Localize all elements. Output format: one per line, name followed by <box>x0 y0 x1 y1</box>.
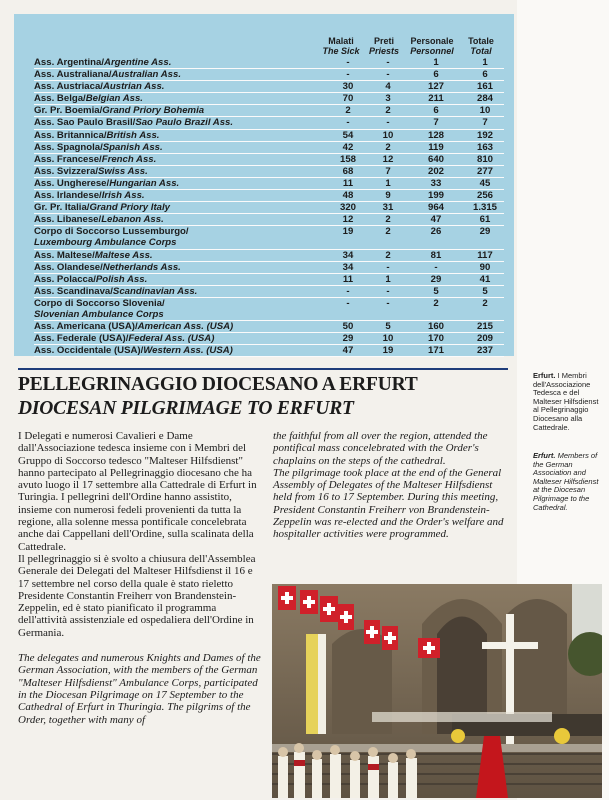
row-label-english: Netherlands Ass. <box>102 261 181 273</box>
row-label-english: Grand Priory Bohemia <box>102 105 205 117</box>
value-personnel: 47 <box>430 214 442 226</box>
value-sick: 19 <box>342 226 354 238</box>
row-label-italian: Ass. Austriaca/ <box>34 81 103 93</box>
value-total: 1 <box>482 57 488 68</box>
row-label-english: Irish Ass. <box>101 190 145 202</box>
value-priests: 19 <box>382 345 394 357</box>
row-label-italian: Ass. Ungherese/ <box>34 177 110 189</box>
value-priests: 1 <box>385 273 391 285</box>
article-title-english: DIOCESAN PILGRIMAGE TO ERFURT <box>18 398 354 419</box>
row-label <box>34 214 334 225</box>
row-label-italian: Gr. Pr. Boemia/ <box>34 105 103 117</box>
value-personnel: 2 <box>433 297 439 309</box>
row-label <box>34 250 334 261</box>
value-personnel: 7 <box>433 117 439 129</box>
row-label <box>34 298 334 320</box>
value-priests: 4 <box>385 81 391 93</box>
row-label-english: French Ass. <box>101 153 157 165</box>
table-row <box>34 345 504 357</box>
row-label-italian: Ass. Australiana/ <box>34 69 112 81</box>
value-sick: 48 <box>342 190 354 202</box>
row-label <box>34 142 334 153</box>
row-label <box>34 57 334 68</box>
value-personnel: 202 <box>427 165 444 177</box>
value-personnel: 170 <box>427 333 444 345</box>
article-right-column <box>273 430 513 541</box>
row-label-italian: Ass. Americana (USA)/ <box>34 321 138 333</box>
value-sick: 30 <box>342 81 354 93</box>
table-row <box>34 274 504 286</box>
value-personnel: 160 <box>427 321 444 333</box>
value-total: 29 <box>479 226 491 238</box>
value-priests: 2 <box>385 105 391 117</box>
row-label-italian: Ass. Sao Paulo Brasil/ <box>34 117 136 129</box>
row-label-english: Western Ass. (USA) <box>143 345 233 357</box>
row-label-italian: Ass. Spagnola/ <box>34 141 103 153</box>
row-label <box>34 274 334 285</box>
paragraph-italian-2: Il pellegrinaggio si è svolto a chiusura dell'Assemblea Generale dei Delegati del Malteser Hilfsdienst il 16 e 17 settembre nel corso della quale è stato rieletto Presidente Constantin Freiherr von Brandenstein-Zeppelin, ed è stato pianificato il programma dell'attività assistenziale ed ospedaliera dell'Ordine in Germania. <box>18 552 256 639</box>
row-label-italian: Corpo di Soccorso Slovenia/ <box>34 297 165 309</box>
value-personnel: 199 <box>427 190 444 202</box>
table-row <box>34 57 504 69</box>
row-label-italian: Ass. Scandinava/ <box>34 285 113 297</box>
value-personnel: 6 <box>433 105 439 117</box>
value-sick: - <box>346 285 350 297</box>
row-label <box>34 117 334 128</box>
row-label <box>34 226 334 248</box>
table-body <box>34 57 504 357</box>
col-header-total: Totale Total <box>468 36 494 56</box>
row-label <box>34 93 334 104</box>
row-label <box>34 178 334 189</box>
value-sick: 34 <box>342 249 354 261</box>
value-sick: 34 <box>342 261 354 273</box>
value-sick: 54 <box>342 129 354 141</box>
row-label <box>34 321 334 332</box>
row-label-italian: Ass. Libanese/ <box>34 214 102 226</box>
value-sick: 50 <box>342 321 354 333</box>
row-label-italian: Ass. Irlandese/ <box>34 190 102 202</box>
value-sick: 42 <box>342 141 354 153</box>
value-sick: - <box>346 69 350 81</box>
row-label-italian: Ass. Argentina/ <box>34 57 105 68</box>
value-total: 5 <box>482 285 488 297</box>
row-label-italian: Gr. Pr. Italia/ <box>34 202 90 214</box>
table-row <box>34 178 504 190</box>
value-sick: 11 <box>342 273 354 285</box>
value-priests: 12 <box>382 153 394 165</box>
value-total: 209 <box>476 333 493 345</box>
value-total: 215 <box>476 321 493 333</box>
value-sick: 29 <box>342 333 354 345</box>
table-row <box>34 105 504 117</box>
paragraph-italian-1: I Delegati e numerosi Cavalieri e Dame dall'Associazione tedesca insieme con i Membri del Gruppo di Soccorso tedesco "Malteser Hilfsdienst" hanno partecipato al Pellegrinaggio diocesano che ha avuto luogo il 17 settembre alla Cattedrale di Erfurt in Turingia. I pellegrini dell'Ordine hanno assistito, insieme con numerosi fedeli provenienti da tutta la regione, alla solenne messa pontificale concelebrata anche dai Cappellani dell'Ordine, sulla scalinata della Cattedrale. <box>18 430 257 553</box>
title-rule <box>18 368 508 370</box>
value-sick: - <box>346 117 350 129</box>
value-personnel: 171 <box>427 345 444 357</box>
value-priests: 2 <box>385 141 391 153</box>
row-label-english: Federal Ass. (USA) <box>128 333 215 345</box>
value-total: 810 <box>476 153 493 165</box>
table-row <box>34 190 504 202</box>
article-left-column <box>18 430 266 726</box>
value-personnel: 81 <box>430 249 442 261</box>
row-label-english: Grand Priory Italy <box>89 202 170 214</box>
row-label-english: Belgian Ass. <box>85 93 143 105</box>
row-label <box>34 81 334 92</box>
value-sick: 47 <box>342 345 354 357</box>
row-label <box>34 202 334 213</box>
row-label <box>34 105 334 116</box>
value-total: 277 <box>476 165 493 177</box>
row-label-english: Scandinavian Ass. <box>112 285 198 297</box>
value-total: 90 <box>479 261 491 273</box>
value-total: 6 <box>482 69 488 81</box>
value-personnel: 119 <box>428 141 444 153</box>
row-label-italian: Ass. Maltese/ <box>34 249 95 261</box>
value-priests: - <box>386 57 390 68</box>
value-sick: - <box>346 297 350 309</box>
value-total: 45 <box>479 177 491 189</box>
value-sick: 70 <box>342 93 354 105</box>
value-priests: 7 <box>385 165 391 177</box>
row-label-italian: Ass. Francese/ <box>34 153 102 165</box>
row-label-english: Austrian Ass. <box>102 81 165 93</box>
table-row <box>34 333 504 345</box>
value-total: 256 <box>476 190 493 202</box>
paragraph-english-1: The delegates and numerous Knights and Dames of the German Association, with the members of the German "Malteser Hilfsdienst" Ambulance Corps, participated in the Diocesan Pilgrimage on 17 September to the Cathedral of Erfurt in Thuringia. The pilgrims of the Order, together with many of <box>18 652 261 726</box>
value-personnel: 29 <box>430 273 442 285</box>
value-total: 163 <box>476 141 493 153</box>
row-label-italian: Ass. Belga/ <box>34 93 86 105</box>
value-total: 61 <box>479 214 491 226</box>
value-sick: 11 <box>342 177 354 189</box>
value-priests: 2 <box>385 226 391 238</box>
row-label <box>34 286 334 297</box>
value-total: 284 <box>476 93 493 105</box>
table-row <box>34 226 504 249</box>
value-priests: - <box>386 297 390 309</box>
table-row <box>34 202 504 214</box>
value-sick: 158 <box>339 153 356 165</box>
value-total: 7 <box>482 117 488 129</box>
value-total: 117 <box>477 249 493 261</box>
value-priests: 1 <box>385 177 391 189</box>
value-priests: - <box>386 69 390 81</box>
table-row <box>34 166 504 178</box>
value-sick: 12 <box>342 214 354 226</box>
table-row <box>34 298 504 321</box>
table-row <box>34 142 504 154</box>
photo-caption-english: Erfurt. Members of the German Association and Malteser Hilfsdienst at the Diocesan Pilgrimage to the Cathedral. <box>533 451 599 512</box>
table-row <box>34 286 504 298</box>
statistics-table <box>14 14 514 356</box>
table-row <box>34 214 504 226</box>
article-title-italian: PELLEGRINAGGIO DIOCESANO A ERFURT <box>18 374 418 395</box>
cathedral-photo <box>272 584 602 798</box>
table-row <box>34 250 504 262</box>
value-personnel: 26 <box>430 226 442 238</box>
value-total: 192 <box>476 129 493 141</box>
value-personnel: 211 <box>428 93 444 105</box>
value-personnel: 128 <box>427 129 444 141</box>
row-label <box>34 262 334 273</box>
value-priests: 10 <box>382 129 394 141</box>
value-priests: 31 <box>382 202 394 214</box>
value-personnel: 127 <box>427 81 444 93</box>
row-label-italian: Ass. Federale (USA)/ <box>34 333 129 345</box>
table-row <box>34 262 504 274</box>
value-priests: 3 <box>385 93 391 105</box>
table-row <box>34 130 504 142</box>
value-priests: 10 <box>382 333 394 345</box>
value-priests: 5 <box>385 321 391 333</box>
value-sick: 2 <box>345 105 351 117</box>
row-label-italian: Ass. Britannica/ <box>34 129 107 141</box>
value-total: 10 <box>479 105 491 117</box>
col-header-sick: Malati The Sick <box>322 36 360 56</box>
table-row <box>34 69 504 81</box>
row-label-italian: Ass. Polacca/ <box>34 273 96 285</box>
table-row <box>34 321 504 333</box>
value-sick: 68 <box>342 165 354 177</box>
row-label <box>34 333 334 344</box>
value-priests: - <box>386 117 390 129</box>
table-row <box>34 117 504 129</box>
row-label <box>34 154 334 165</box>
value-sick: 320 <box>339 202 356 214</box>
row-label <box>34 166 334 177</box>
row-label <box>34 190 334 201</box>
photo-caption-italian: Erfurt. I Membri dell'Associazione Tedesca e del Malteser Hilfsdienst al Pellegrinaggio Diocesano alla Cattedrale. <box>533 371 599 432</box>
value-total: 237 <box>476 345 493 357</box>
table-row <box>34 154 504 166</box>
value-priests: 2 <box>385 249 391 261</box>
value-personnel: 6 <box>433 69 439 81</box>
row-label-italian: Corpo di Soccorso Lussemburgo/ <box>34 226 189 238</box>
paragraph-english-3: The pilgrimage took place at the end of the General Assembly of Delegates of the Malteser Hilfsdienst held from 16 to 17 September. During this meeting, President Constantin Freiherr von Brandenstein-Zeppelin was re-elected and the Order's welfare and hospitaller activities were programmed. <box>273 466 504 541</box>
value-personnel: 640 <box>427 153 444 165</box>
row-label-english: Australian Ass. <box>111 69 181 81</box>
row-label-italian: Ass. Olandese/ <box>34 261 103 273</box>
row-label-italian: Ass. Occidentale (USA)/ <box>34 345 144 357</box>
row-label-english: American Ass. (USA) <box>137 321 234 333</box>
value-priests: 2 <box>385 214 391 226</box>
row-label-english: Sao Paulo Brazil Ass. <box>135 117 234 129</box>
value-personnel: - <box>434 261 438 273</box>
value-sick: - <box>346 57 350 68</box>
row-label-english: Spanish Ass. <box>102 141 163 153</box>
cathedral-illustration <box>272 584 602 798</box>
value-total: 2 <box>482 297 488 309</box>
value-personnel: 964 <box>427 202 444 214</box>
row-label-english: British Ass. <box>106 129 160 141</box>
value-personnel: 33 <box>430 177 442 189</box>
row-label-english: Polish Ass. <box>95 273 148 285</box>
row-label-italian: Ass. Svizzera/ <box>34 165 98 177</box>
table-row <box>34 93 504 105</box>
value-total: 1.315 <box>472 202 497 214</box>
row-label-english: Luxembourg Ambulance Corps <box>34 237 177 249</box>
row-label <box>34 130 334 141</box>
row-label-english: Hungarian Ass. <box>109 177 180 189</box>
row-label-english: Slovenian Ambulance Corps <box>34 308 164 320</box>
row-label-english: Swiss Ass. <box>98 165 148 177</box>
row-label-english: Lebanon Ass. <box>101 214 164 226</box>
value-total: 161 <box>476 81 493 93</box>
value-total: 41 <box>479 273 491 285</box>
paragraph-english-2: the faithful from all over the region, attended the pontifical mass concelebrated with the Order's chaplains on the steps of the cathedral. <box>273 430 488 467</box>
row-label-english: Argentine Ass. <box>104 57 172 68</box>
row-label <box>34 69 334 80</box>
value-personnel: 1 <box>433 57 439 68</box>
col-header-priests: Preti Priests <box>368 36 400 56</box>
col-header-personnel: Personale Personnel <box>410 36 454 56</box>
value-personnel: 5 <box>433 285 439 297</box>
value-priests: 9 <box>385 190 391 202</box>
table-row <box>34 81 504 93</box>
value-priests: - <box>386 261 390 273</box>
row-label-english: Maltese Ass. <box>94 249 153 261</box>
value-priests: - <box>386 285 390 297</box>
row-label <box>34 345 334 356</box>
